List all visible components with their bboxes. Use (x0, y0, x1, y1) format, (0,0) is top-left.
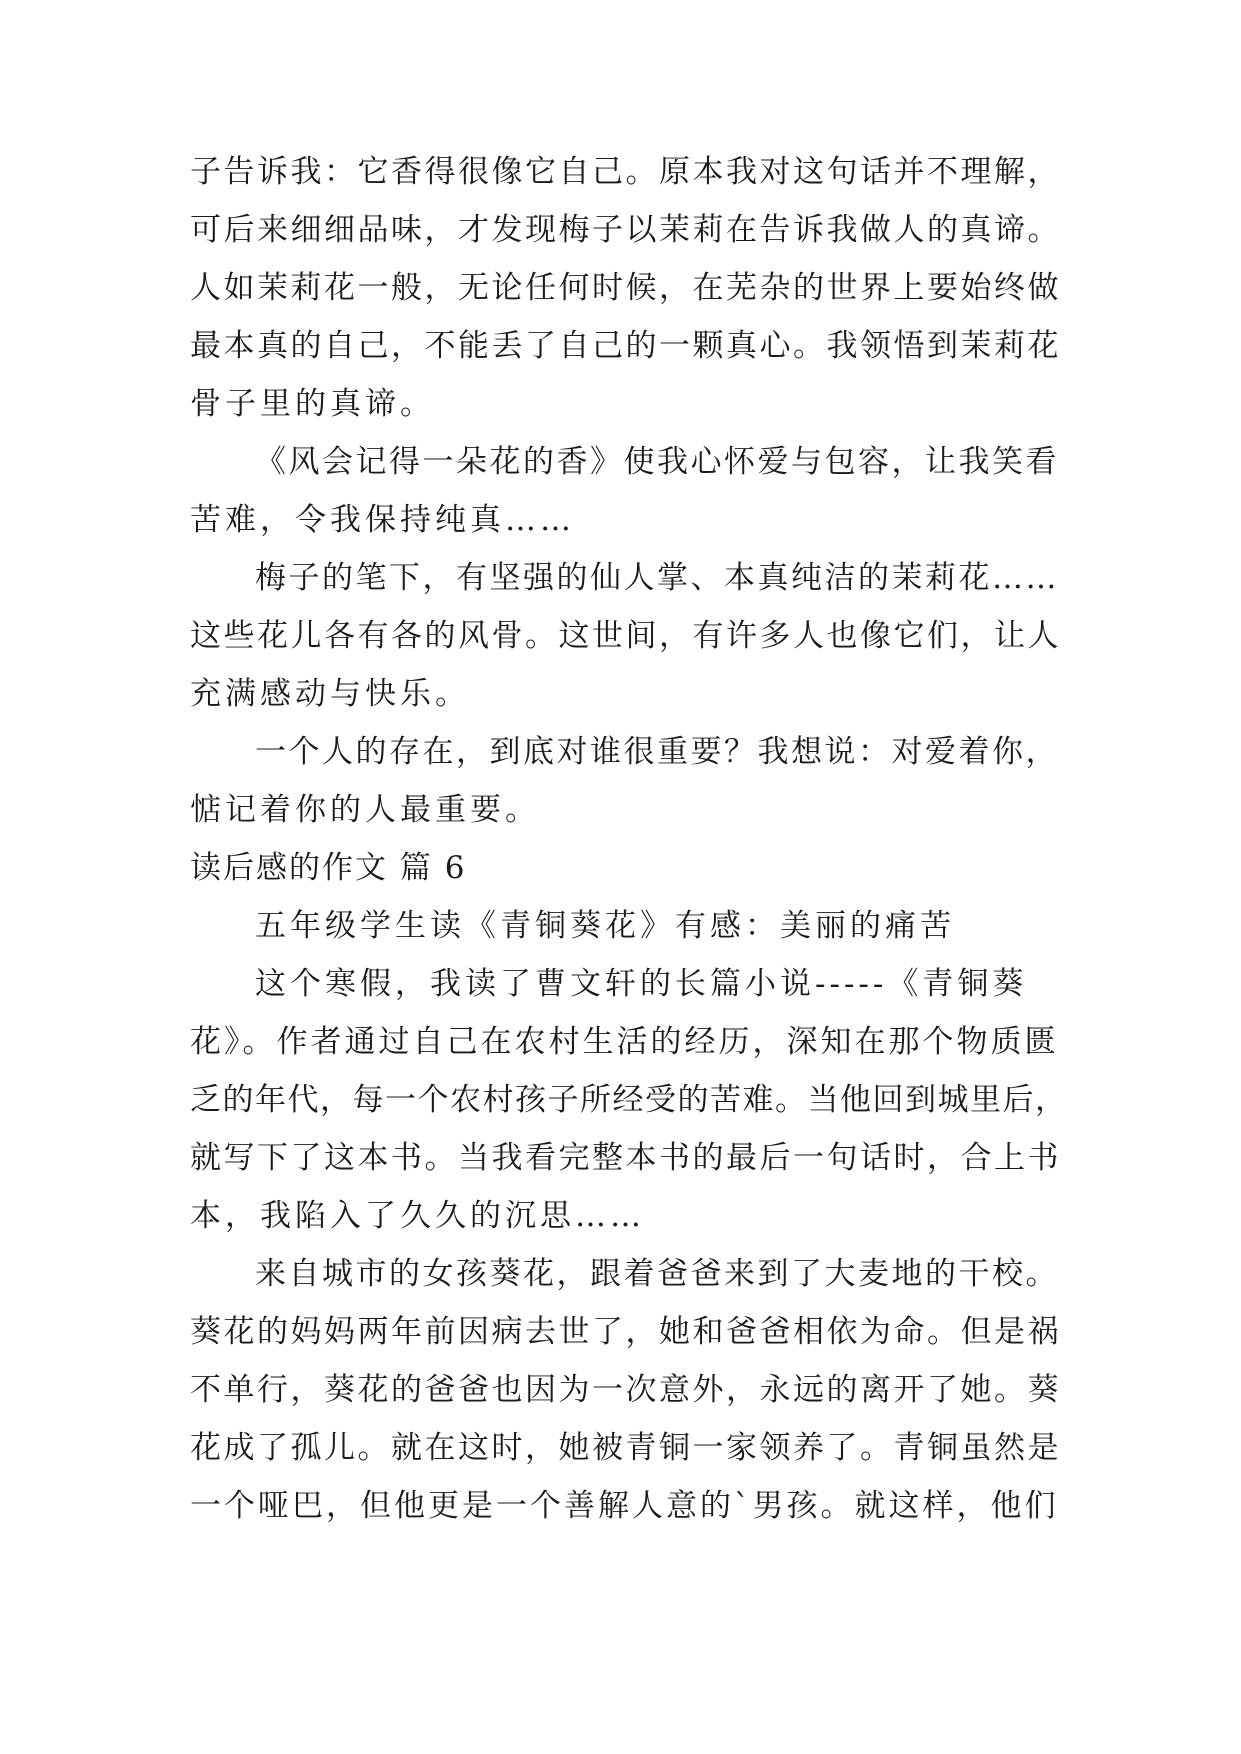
article-title: 五年级学生读《青铜葵花》有感：美丽的痛苦 (255, 908, 955, 944)
section-heading: 读后感的作文 篇 6 (190, 850, 467, 886)
text-line: 本，我陷入了久久的沉思…… (190, 1198, 645, 1234)
text-line: 就写下了这本书。当我看完整本书的最后一句话时，合上书 (190, 1140, 1061, 1176)
text-line: 子告诉我：它香得很像它自己。原本我对这句话并不理解， (190, 154, 1061, 190)
text-line: 一个哑巴，但他更是一个善解人意的`男孩。就这样，他们 (190, 1488, 1059, 1524)
text-line: 梅子的笔下，有坚强的仙人掌、本真纯洁的茉莉花…… (255, 560, 1059, 596)
text-line: 可后来细细品味，才发现梅子以茉莉在告诉我做人的真谛。 (190, 212, 1061, 248)
text-line: 来自城市的女孩葵花，跟着爸爸来到了大麦地的干校。 (255, 1256, 1059, 1292)
text-line: 这个寒假，我读了曹文轩的长篇小说-----《青铜葵 (255, 966, 1028, 1002)
text-line: 花》。作者通过自己在农村生活的经历，深知在那个物质匮 (190, 1024, 1059, 1060)
text-line: 花成了孤儿。就在这时，她被青铜一家领养了。青铜虽然是 (190, 1430, 1061, 1466)
text-line: 《风会记得一朵花的香》使我心怀爱与包容，让我笑看 (255, 444, 1059, 480)
text-line: 苦难，令我保持纯真…… (190, 502, 575, 538)
text-line: 最本真的自己，不能丢了自己的一颗真心。我领悟到茉莉花 (190, 328, 1061, 364)
text-line: 人如茉莉花一般，无论任何时候，在芜杂的世界上要始终做 (190, 270, 1061, 306)
text-line: 葵花的妈妈两年前因病去世了，她和爸爸相依为命。但是祸 (190, 1314, 1061, 1350)
text-line: 惦记着你的人最重要。 (190, 792, 540, 828)
text-line: 这些花儿各有各的风骨。这世间，有许多人也像它们，让人 (190, 618, 1061, 654)
text-line: 骨子里的真谛。 (190, 386, 435, 422)
text-line: 充满感动与快乐。 (190, 676, 470, 712)
text-line: 乏的年代，每一个农村孩子所经受的苦难。当他回到城里后， (190, 1082, 1068, 1118)
text-line: 一个人的存在，到底对谁很重要？我想说：对爱着你， (255, 734, 1059, 770)
text-line: 不单行，葵花的爸爸也因为一次意外，永远的离开了她。葵 (190, 1372, 1061, 1408)
